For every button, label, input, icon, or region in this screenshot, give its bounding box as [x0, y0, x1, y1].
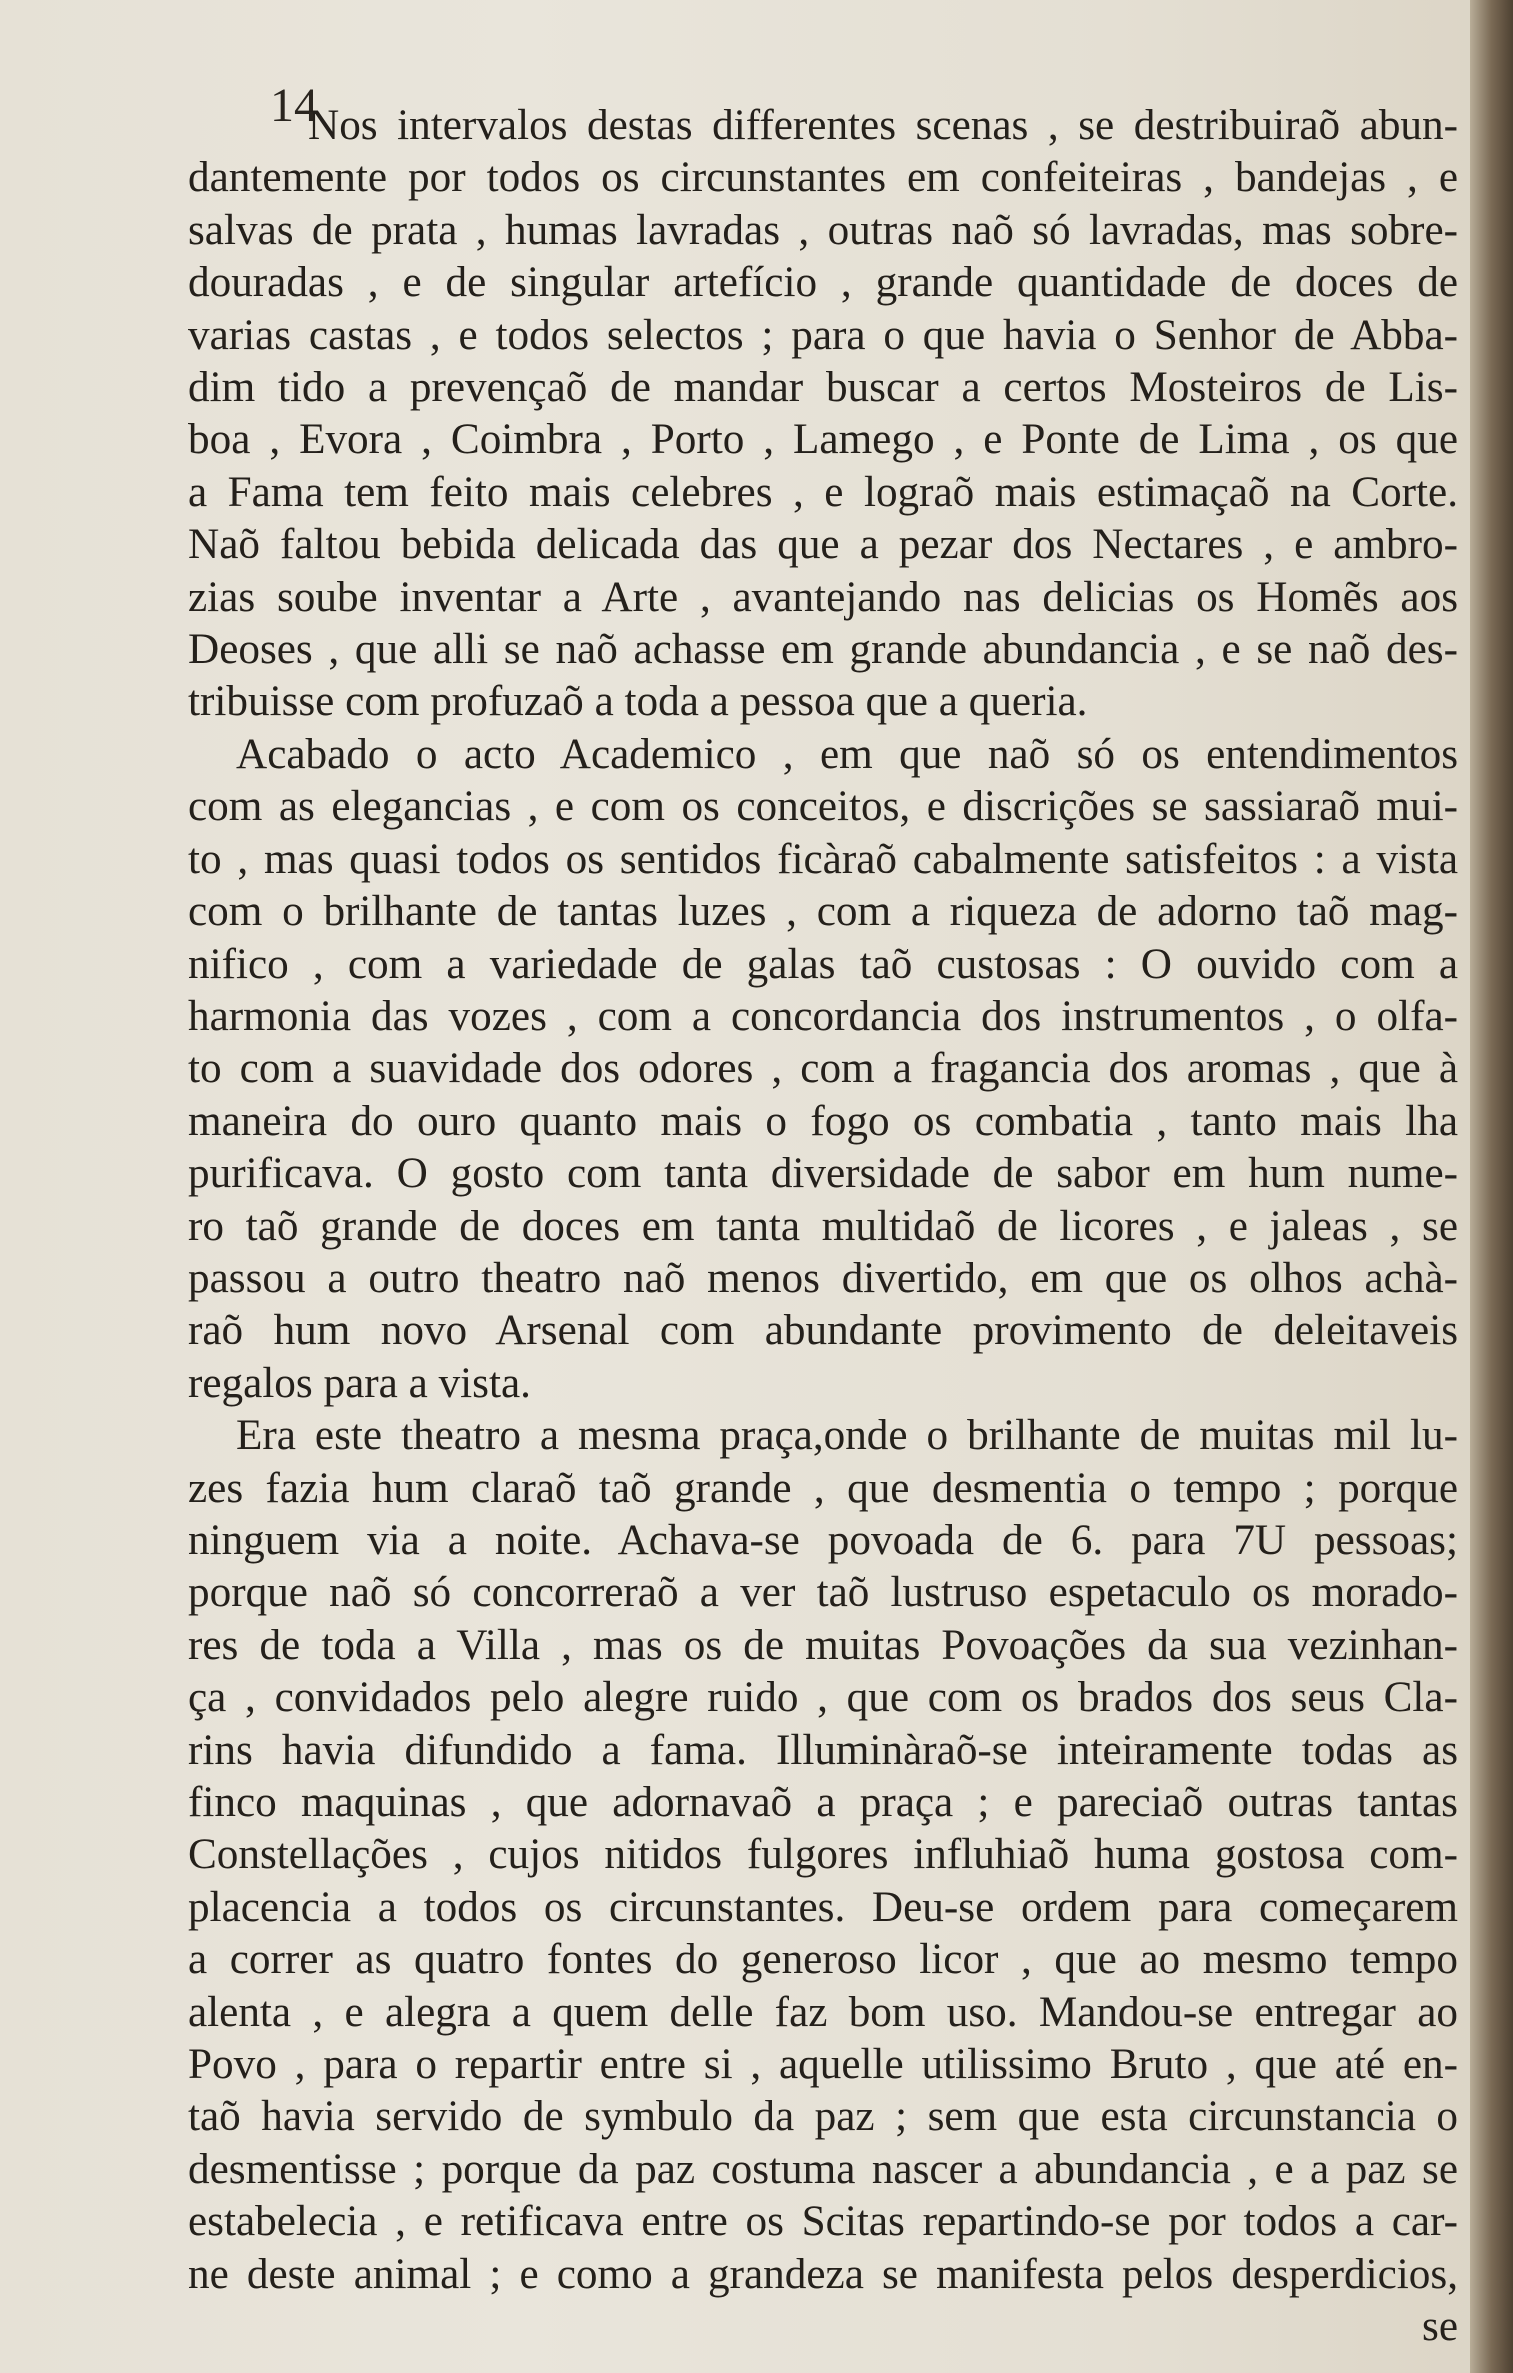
text-line: com o brilhante de tantas luzes , com a riqueza de adorno taõ mag-	[188, 888, 1458, 936]
text-line: Constellações , cujos nitidos fulgores influhiaõ huma gostosa com-	[188, 1831, 1458, 1879]
text-line: Nos intervalos destas differentes scenas , se destribuiraõ abun-	[308, 102, 1458, 149]
page-text	[188, 100, 1458, 2353]
text-line: se	[1422, 2303, 1458, 2351]
text-line: varias castas , e todos selectos ; para o que havia o Senhor de Abba-	[188, 311, 1458, 359]
text-line: tribuisse com profuzaõ a toda a pessoa que a queria.	[188, 678, 1088, 726]
text-line: to com a suavidade dos odores , com a fragancia dos aromas , que à	[188, 1045, 1458, 1093]
text-line: ça , convidados pelo alegre ruido , que com os brados dos seus Cla-	[188, 1674, 1458, 1722]
text-line: estabelecia , e retificava entre os Scitas repartindo-se por todos a car-	[188, 2198, 1458, 2246]
page-number: 14	[270, 79, 318, 132]
text-line: Povo , para o repartir entre si , aquelle utilissimo Bruto , que até en-	[188, 2041, 1458, 2089]
text-line: harmonia das vozes , com a concordancia dos instrumentos , o olfa-	[188, 992, 1458, 1040]
text-line: zias soube inventar a Arte , avantejando nas delicias os Homẽs aos	[188, 573, 1458, 621]
text-line: dim tido a prevençaõ de mandar buscar a certos Mosteiros de Lis-	[188, 364, 1458, 412]
text-line: passou a outro theatro naõ menos divertido, em que os olhos achà-	[188, 1254, 1458, 1302]
text-line: a correr as quatro fontes do generoso licor , que ao mesmo tempo	[188, 1936, 1458, 1984]
text-line: com as elegancias , e com os conceitos, e discrições se sassiaraõ mui-	[188, 783, 1458, 831]
text-line: salvas de prata , humas lavradas , outras naõ só lavradas, mas sobre-	[188, 206, 1458, 254]
text-line: ro taõ grande de doces em tanta multidaõ de licores , e jaleas , se	[188, 1202, 1458, 1250]
text-line: nifico , com a variedade de galas taõ custosas : O ouvido com a	[188, 940, 1458, 988]
text-line: douradas , e de singular artefício , grande quantidade de doces de	[188, 259, 1458, 307]
text-line: Acabado o acto Academico , em que naõ só os entendimentos	[236, 730, 1458, 778]
text-line: to , mas quasi todos os sentidos ficàraõ cabalmente satisfeitos : a vista	[188, 835, 1458, 883]
text-line: Era este theatro a mesma praça,onde o brilhante de muitas mil lu-	[236, 1412, 1458, 1460]
text-line: zes fazia hum claraõ taõ grande , que desmentia o tempo ; porque	[188, 1464, 1458, 1512]
text-line: res de toda a Villa , mas os de muitas Povoações da sua vezinhan-	[188, 1621, 1458, 1669]
text-line: placencia a todos os circunstantes. Deu-se ordem para começarem	[188, 1883, 1458, 1931]
text-line: regalos para a vista.	[188, 1359, 531, 1407]
text-line: boa , Evora , Coimbra , Porto , Lamego , e Ponte de Lima , os que	[188, 416, 1458, 464]
text-line: a Fama tem feito mais celebres , e lograõ mais estimaçaõ na Corte.	[188, 468, 1458, 516]
text-line: Deoses , que alli se naõ achasse em grande abundancia , e se naõ des-	[188, 626, 1458, 674]
book-spine-shadow	[1470, 0, 1513, 2373]
text-line: Naõ faltou bebida delicada das que a pezar dos Nectares , e ambro-	[188, 521, 1458, 569]
text-line: ninguem via a noite. Achava-se povoada de 6. para 7U pessoas;	[188, 1516, 1458, 1564]
text-line: maneira do ouro quanto mais o fogo os combatia , tanto mais lha	[188, 1097, 1458, 1145]
text-line: purificava. O gosto com tanta diversidade de sabor em hum nume-	[188, 1150, 1458, 1198]
text-line: ne deste animal ; e como a grandeza se manifesta pelos desperdicios,	[188, 2250, 1458, 2298]
text-line: dantemente por todos os circunstantes em confeiteiras , bandejas , e	[188, 154, 1458, 202]
text-line: desmentisse ; porque da paz costuma nascer a abundancia , e a paz se	[188, 2145, 1458, 2193]
text-line: alenta , e alegra a quem delle faz bom uso. Mandou-se entregar ao	[188, 1988, 1458, 2036]
text-line: finco maquinas , que adornavaõ a praça ; e pareciaõ outras tantas	[188, 1779, 1458, 1826]
text-line: rins havia difundido a fama. Illuminàraõ-se inteiramente todas as	[188, 1726, 1458, 1774]
text-line: porque naõ só concorreraõ a ver taõ lustruso espetaculo os morado-	[188, 1569, 1458, 1617]
text-line: taõ havia servido de symbulo da paz ; sem que esta circunstancia o	[188, 2093, 1458, 2141]
text-line: raõ hum novo Arsenal com abundante provimento de deleitaveis	[188, 1307, 1458, 1355]
